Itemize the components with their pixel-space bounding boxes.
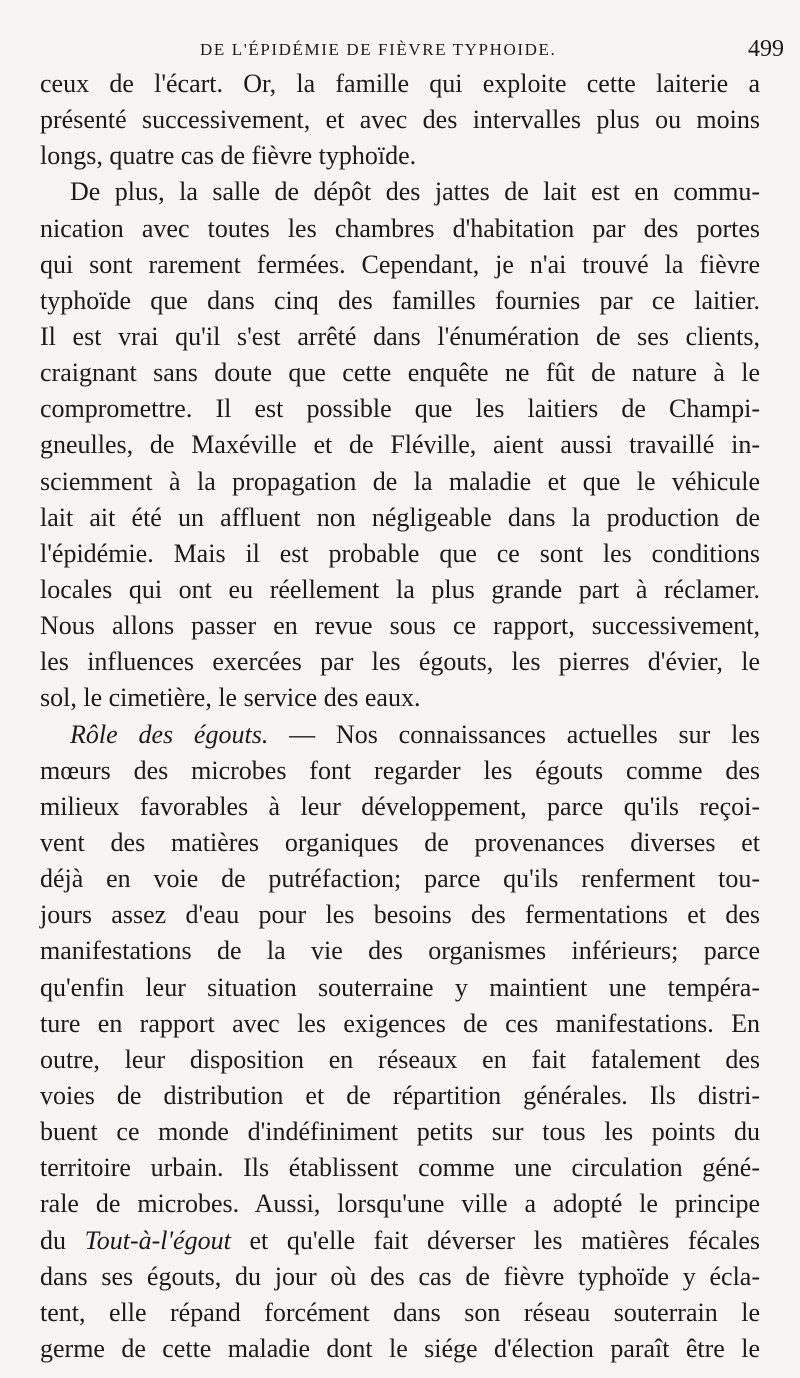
text-line: locales qui ont eu réellement la plus grande part à réclamer. [40, 574, 760, 604]
page-number: 499 [748, 36, 784, 62]
text-line: manifestations de la vie des organismes inférieurs; parce [40, 936, 760, 966]
text-line: compromettre. Il est possible que les laitiers de Champi- [40, 394, 760, 424]
text-line: déjà en voie de putréfaction; parce qu'ils renferment tou- [40, 864, 760, 894]
text-line: De plus, la salle de dépôt des jattes de lait est en commu- [70, 177, 760, 207]
text-line: outre, leur disposition en réseaux en fait fatalement des [40, 1044, 760, 1074]
text-line: longs, quatre cas de fièvre typhoïde. [40, 141, 417, 171]
body-text [40, 66, 760, 1367]
text-line: qui sont rarement fermées. Cependant, je n'ai trouvé la fièvre [40, 249, 760, 279]
text-line: ceux de l'écart. Or, la famille qui exploite cette laiterie a [40, 69, 760, 98]
italic-phrase: Tout-à-l'égout [84, 1225, 231, 1255]
text-line: nication avec toutes les chambres d'habitation par des portes [40, 213, 760, 243]
text-line: gneulles, de Maxéville et de Fléville, aient aussi travaillé in- [40, 430, 760, 460]
text-line: sciemment à la propagation de la maladie et que le véhicule [40, 466, 760, 496]
text-line: sol, le cimetière, le service des eaux. [40, 683, 421, 713]
text-line: craignant sans doute que cette enquête ne fût de nature à le [40, 358, 760, 388]
text-line: voies de distribution et de répartition générales. Ils distri- [40, 1080, 760, 1110]
text-line: buent ce monde d'indéfiniment petits sur tous les points du [40, 1117, 760, 1147]
line-prefix: du [40, 1225, 66, 1255]
line-rest: et qu'elle fait déverser les matières fécales [249, 1225, 761, 1255]
text-line: dans ses égouts, du jour où des cas de fièvre typhoïde y écla- [40, 1261, 760, 1291]
running-head [60, 36, 784, 64]
text-line: ture en rapport avec les exigences de ces manifestations. En [40, 1008, 760, 1038]
text-line: tent, elle répand forcément dans son réseau souterrain le [40, 1297, 760, 1327]
text-line: les influences exercées par les égouts, les pierres d'évier, le [40, 647, 760, 677]
text-line-italic-phrase [40, 1223, 760, 1259]
text-line: Il est vrai qu'il s'est arrêté dans l'énumération de ses clients, [40, 321, 760, 351]
text-line: rale de microbes. Aussi, lorsqu'une ville a adopté le principe [40, 1189, 760, 1219]
text-line: Nous allons passer en revue sous ce rapport, successivement, [40, 611, 760, 641]
text-line: territoire urbain. Ils établissent comme une circulation géné- [40, 1153, 760, 1183]
running-title: DE L'ÉPIDÉMIE DE FIÈVRE TYPHOIDE. [200, 40, 557, 59]
text-line: l'épidémie. Mais il est probable que ce sont les conditions [40, 538, 760, 568]
section-heading: Rôle des égouts. [70, 719, 269, 749]
text-line-section-start [40, 717, 760, 753]
text-line: germe de cette maladie dont le siége d'élection paraît être le [40, 1333, 760, 1363]
section-opening-text: — Nos connaissances actuelles sur les [289, 719, 761, 749]
text-line: lait ait été un affluent non négligeable dans la production de [40, 502, 760, 532]
text-line: qu'enfin leur situation souterraine y maintient une tempéra- [40, 972, 760, 1002]
text-line: mœurs des microbes font regarder les égouts comme des [40, 755, 760, 785]
text-line: vent des matières organiques de provenances diverses et [40, 827, 760, 857]
text-line: typhoïde que dans cinq des familles fournies par ce laitier. [40, 285, 760, 315]
text-line: milieux favorables à leur développement, parce qu'ils reçoi- [40, 791, 760, 821]
text-line: présenté successivement, et avec des intervalles plus ou moins [40, 105, 760, 135]
text-line: jours assez d'eau pour les besoins des fermentations et des [40, 900, 760, 930]
